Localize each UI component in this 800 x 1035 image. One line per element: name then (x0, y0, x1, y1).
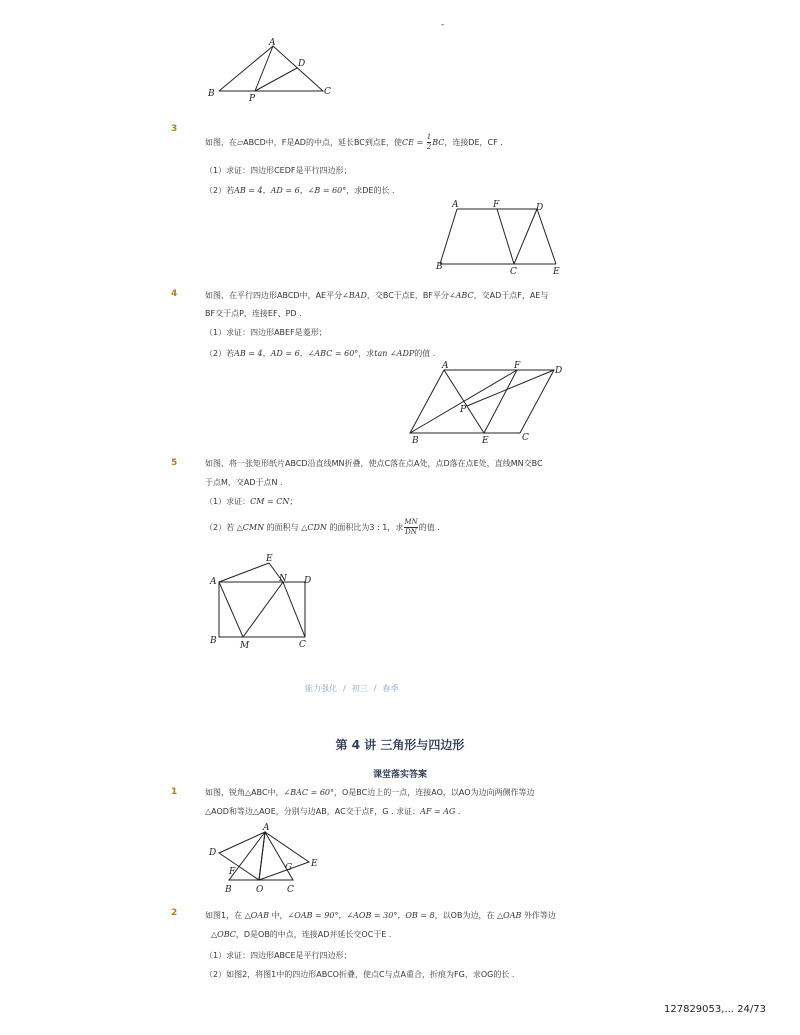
q3-stem: 如图，在▱ABCD中，F是AD的中点，延长BC到点E，使CE = $\frac{1}{2}BC$，连接DE，CF . (205, 133, 503, 151)
q4-part1: （1）求证：四边形ABEF是菱形； (205, 328, 327, 337)
fig-label: A (269, 38, 276, 48)
fig-label: P (460, 405, 467, 415)
fig-label: E (266, 554, 273, 564)
q5-stem-line2: 于点M，交AD于点N . (205, 478, 283, 487)
fig-label: E (311, 859, 318, 869)
fig-label: C (510, 267, 517, 277)
fig-label: B (208, 89, 215, 99)
a1-stem-line1: 如图，锐角△ABC中，∠BAC = 60°，O是BC边上的一点，连接AO，以AO为边向两侧作等边 (205, 788, 535, 797)
a2-part2: （2）如图2，将图1中的四边形ABCO折叠，使点C与点A重合，折痕为FG，求OG的长 . (205, 970, 515, 979)
page-top-mark: - (441, 20, 445, 30)
fig-label: M (240, 641, 250, 651)
a2-part1: （1）求证：四边形ABCE是平行四边形； (205, 951, 352, 960)
question-number: 4 (171, 289, 178, 299)
fig-label: O (256, 885, 264, 895)
fig-label: F (493, 200, 500, 210)
q5-part1: （1）求证：CM = CN； (205, 497, 298, 506)
parallelogram-icon: ▱ (237, 138, 244, 147)
fig-label: C (299, 640, 306, 650)
fig-label: B (225, 885, 232, 895)
fig-label: D (304, 576, 312, 586)
fig-label: G (285, 863, 293, 873)
fig-label: P (249, 94, 256, 104)
fig-label: C (522, 433, 529, 443)
fig-label: A (452, 200, 459, 210)
figure-q3 (432, 198, 572, 278)
question-number: 2 (171, 908, 178, 918)
fig-label: C (324, 87, 331, 97)
page-number: 127829053,... 24/73 (664, 1004, 766, 1015)
section-title: 课堂落实答案 (372, 770, 427, 780)
figure-q5 (205, 550, 345, 650)
fig-label: D (555, 366, 563, 376)
q5-part2: （2）若 △CMN 的面积与 △CDN 的面积比为3 : 1，求$\frac{MN}{DN}$的值 . (205, 518, 440, 536)
question-number: 3 (171, 124, 178, 134)
fig-label: D (536, 203, 544, 213)
fraction: $\frac{MN}{DN}$ (404, 518, 418, 536)
fraction: $\frac{1}{2}$ (426, 133, 432, 151)
figure-a1 (205, 820, 335, 898)
fig-label: N (279, 574, 287, 584)
a2-stem-line1: 如图1，在 △OAB 中，∠OAB = 90°，∠AOB = 30°，OB = 8，以OB为边，在 △OAB 外作等边 (205, 911, 556, 920)
fig-label: D (298, 59, 306, 69)
q4-stem-line2: BF交于点P，连接EF、PD . (205, 309, 302, 318)
page-footer-breadcrumb: 能力强化 / 初三 / 春季 (305, 684, 399, 693)
question-number: 1 (171, 787, 178, 797)
q3-part2: （2）若AB = 4，AD = 6，∠B = 60°，求DE的长 . (205, 186, 395, 195)
fig-label: C (287, 885, 294, 895)
fig-label: F (229, 867, 236, 877)
a2-stem-line2: △OBC，D是OB的中点，连接AD并延长交OC于E . (211, 930, 392, 939)
fig-label: B (412, 436, 419, 446)
a1-stem-line2: △AOD和等边△AOE，分别与边AB，AC交于点F，G . 求证：AF = AG . (205, 807, 461, 816)
fig-label: E (482, 436, 489, 446)
fig-label: A (442, 361, 449, 371)
fig-label: B (436, 262, 443, 272)
figure-q4 (410, 360, 570, 450)
fig-label: A (263, 823, 270, 833)
figure-triangle-abc (205, 36, 345, 106)
question-number: 5 (171, 458, 178, 468)
q5-stem-line1: 如图，将一张矩形纸片ABCD沿直线MN折叠，使点C落在点A处，点D落在点E处，直线MN交BC (205, 459, 543, 468)
q3-part1: （1）求证：四边形CEDF是平行四边形； (205, 166, 352, 175)
fig-label: E (553, 267, 560, 277)
fig-label: A (210, 577, 217, 587)
q4-part2: （2）若AB = 4，AD = 6，∠ABC = 60°，求tan ∠ADP的值 . (205, 349, 436, 358)
fig-label: D (209, 848, 217, 858)
q4-stem-line1: 如图，在平行四边形ABCD中，AE平分∠BAD，交BC于点E，BF平分∠ABC，交AD于点F，AE与 (205, 291, 549, 300)
lecture-title: 第 4 讲 三角形与四边形 (335, 738, 465, 752)
fig-label: F (514, 361, 521, 371)
fig-label: B (210, 636, 217, 646)
